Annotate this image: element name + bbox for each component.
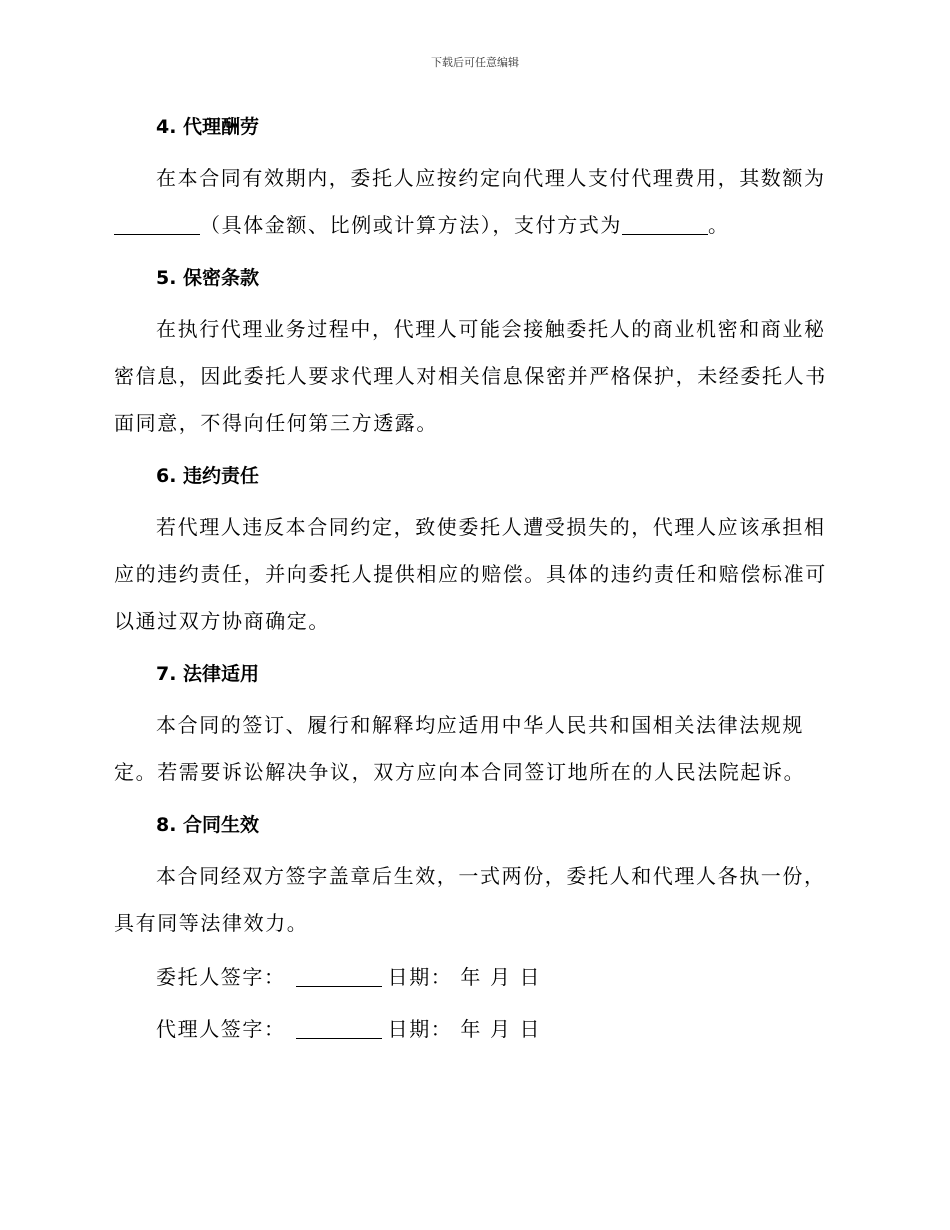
principal-signature-blank [296, 966, 382, 987]
agent-date-label: 日期： [387, 1017, 453, 1041]
compensation-text-part1: 在本合同有效期内，委托人应按约定向代理人支付代理费用，其数额为 [156, 166, 826, 190]
agent-signature-blank [296, 1018, 382, 1039]
compensation-text-part2: （具体金额、比例或计算方法），支付方式为 [200, 213, 622, 237]
section-text-compensation [114, 155, 830, 249]
payment-method-blank [622, 214, 708, 235]
section-heading-effectiveness: 8. 合同生效 [156, 814, 260, 836]
page-header-note: 下载后可任意编辑 [431, 56, 519, 69]
section-text-breach: 若代理人违反本合同约定，致使委托人遭受损失的，代理人应该承担相应的违约责任，并向委托人提供相应的赔偿。具体的违约责任和赔偿标准可以通过双方协商确定。 [114, 515, 827, 633]
principal-date-units: 年 月 日 [460, 965, 542, 989]
contract-body [114, 108, 830, 1055]
section-heading-breach: 6. 违约责任 [156, 465, 260, 487]
section-text-confidentiality: 在执行代理业务过程中，代理人可能会接触委托人的商业机密和商业秘密信息，因此委托人要求代理人对相关信息保密并严格保护，未经委托人书面同意，不得向任何第三方透露。 [114, 317, 827, 435]
principal-date-label: 日期： [387, 965, 453, 989]
section-text-effectiveness: 本合同经双方签字盖章后生效，一式两份，委托人和代理人各执一份，具有同等法律效力。 [114, 864, 826, 935]
section-heading-compensation: 4. 代理酬劳 [156, 116, 260, 138]
principal-signature-line [114, 951, 830, 1003]
section-text-governing-law: 本合同的签订、履行和解释均应适用中华人民共和国相关法律法规规定。若需要诉讼解决争议，双方应向本合同签订地所在的人民法院起诉。 [114, 713, 806, 784]
section-heading-governing-law: 7. 法律适用 [156, 663, 260, 685]
section-heading-confidentiality: 5. 保密条款 [156, 267, 260, 289]
compensation-text-part3: 。 [708, 213, 730, 237]
agent-date-units: 年 月 日 [460, 1017, 542, 1041]
agent-signature-line [114, 1003, 830, 1055]
principal-signature-label: 委托人签字： [156, 965, 286, 989]
amount-blank [114, 214, 200, 235]
agent-signature-label: 代理人签字： [156, 1017, 286, 1041]
